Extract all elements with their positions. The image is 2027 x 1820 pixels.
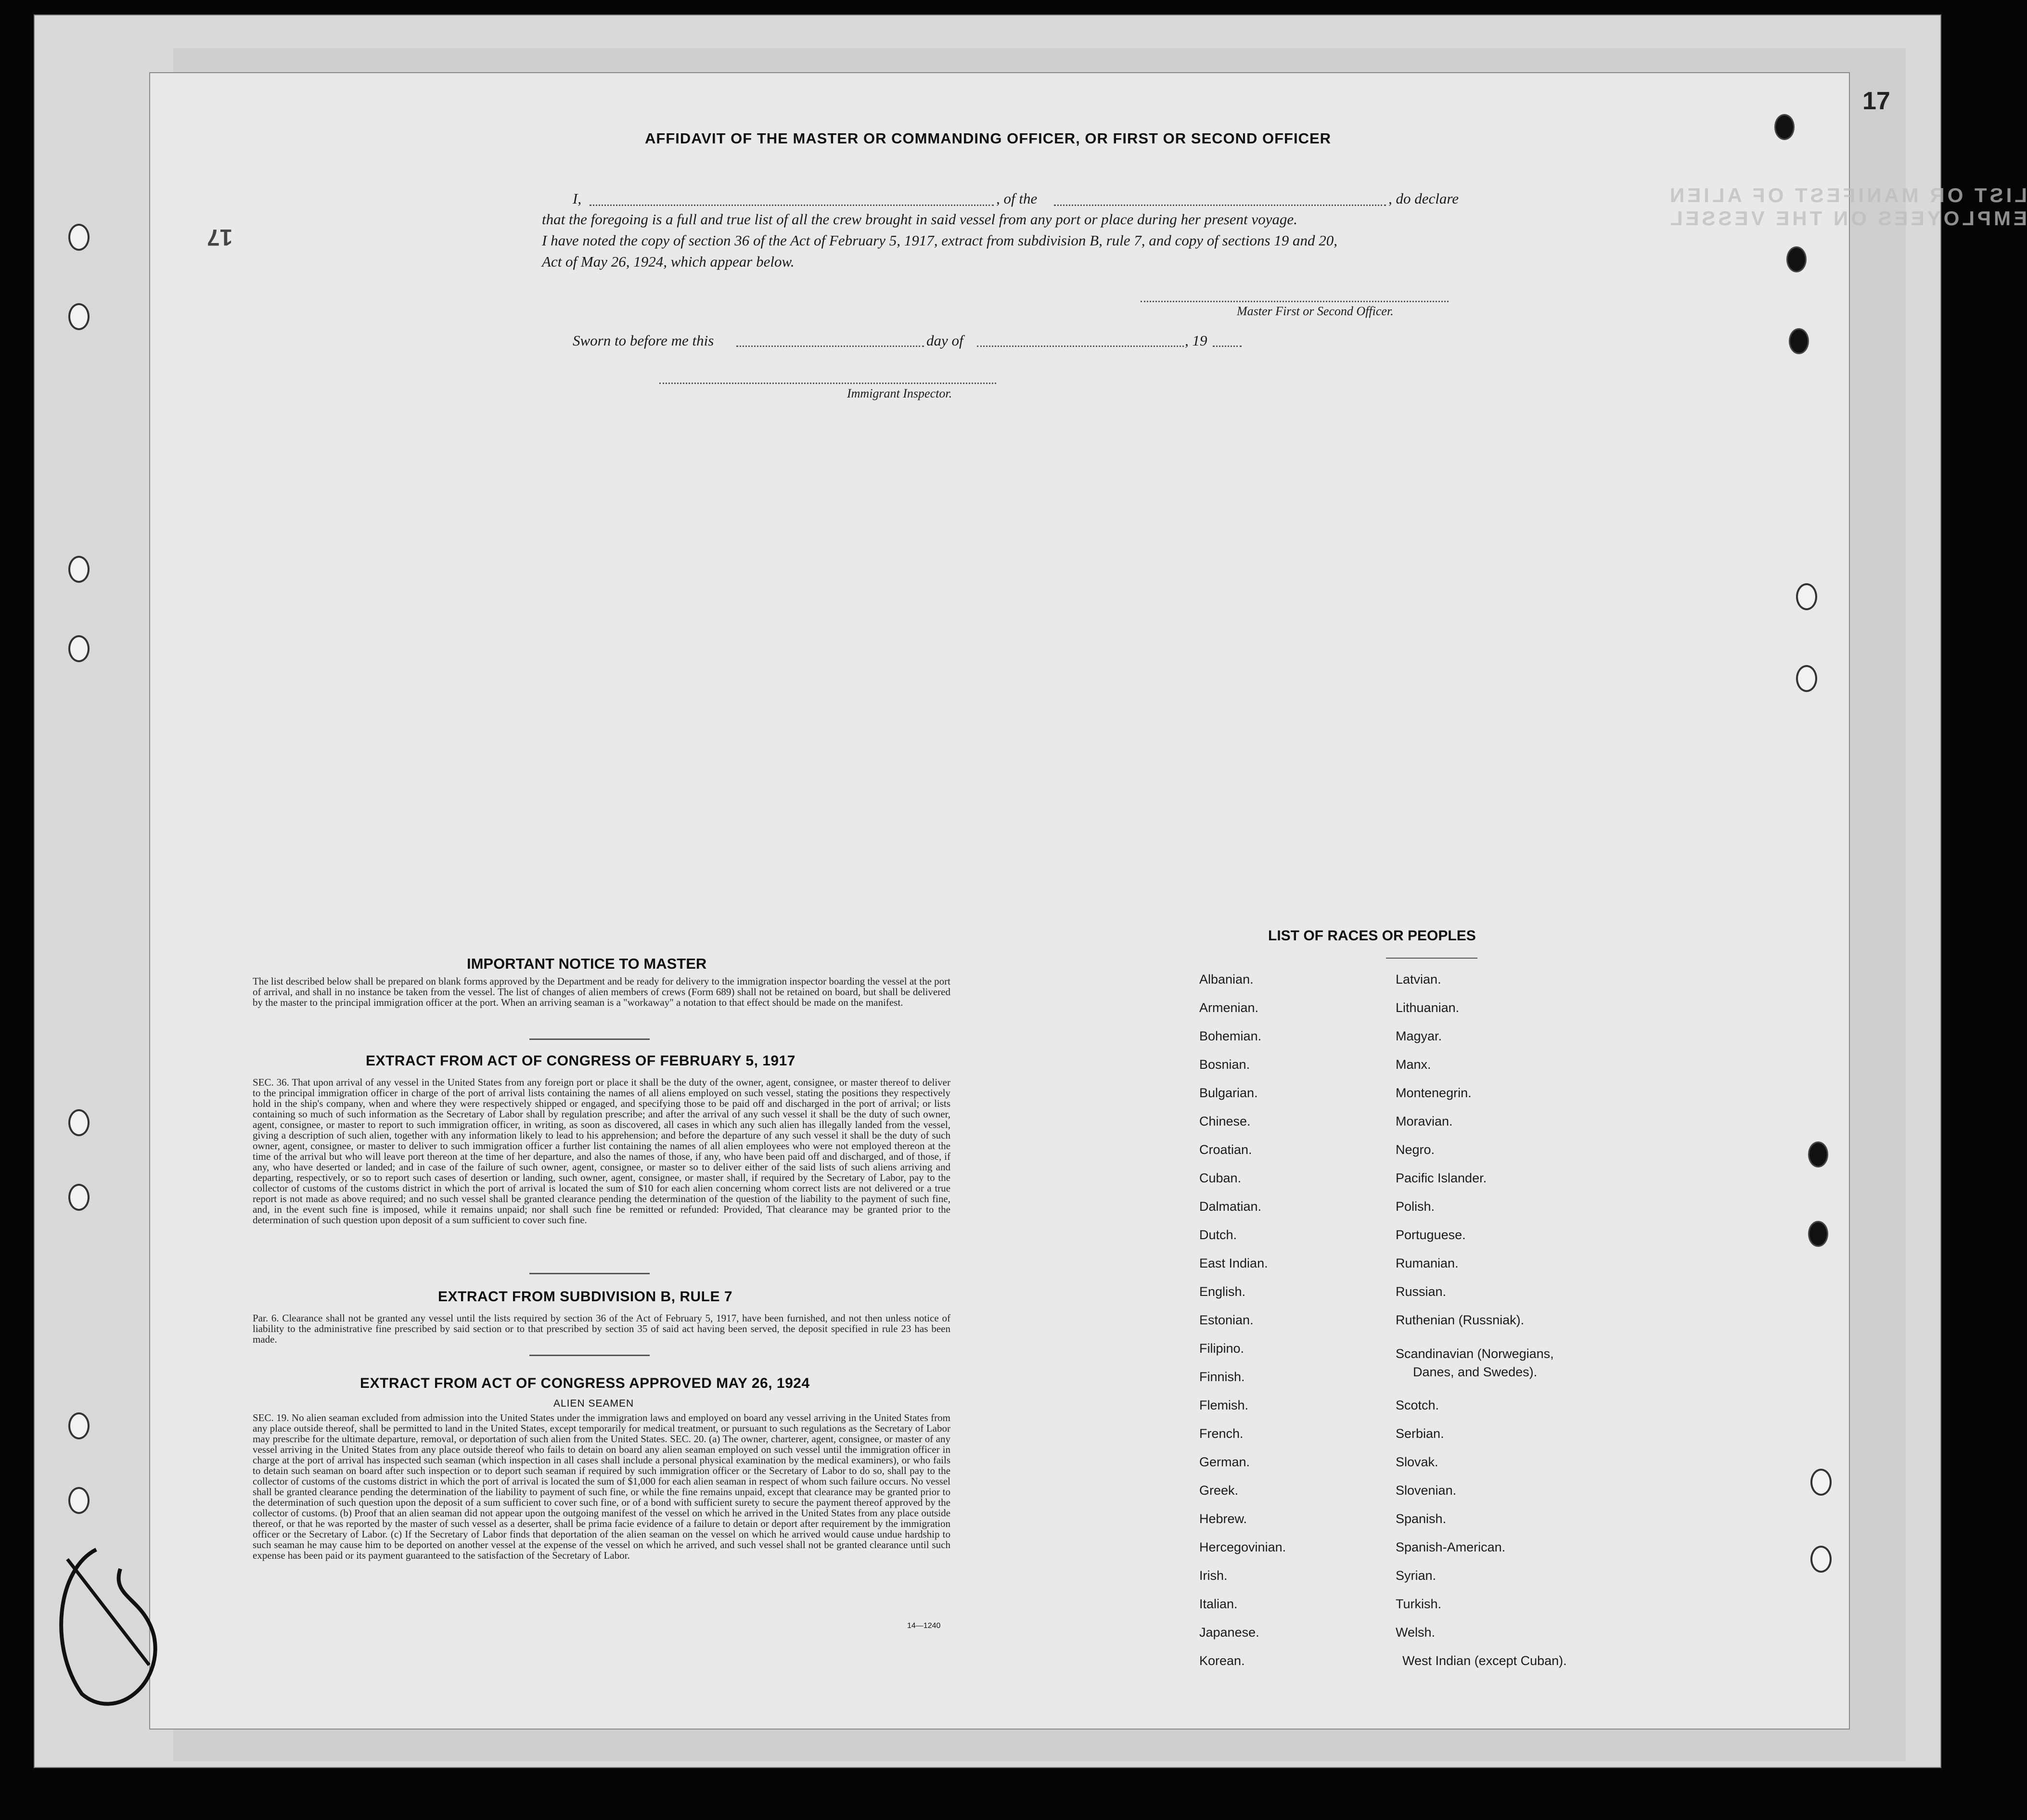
race-item: Ruthenian (Russniak). [1396, 1313, 1525, 1327]
race-item: Negro. [1396, 1142, 1435, 1157]
binder-hole [68, 303, 90, 330]
extract-1917-body: SEC. 36. That upon arrival of any vessel in the United States from any foreign port or place it shall be the duty of the owner, agent, consignee, or master thereof to deliver to the principal immigration officer in charge of the port of arrival lists containing the names of all aliens employed on such vessel, stating the positions they respectively hold in the ship's company, when and where they were respectively shipped or engaged, and specifying those to be paid off and discharged in the port of arrival; or lists containing so much of such information as the Secretary of Labor shall by regulation prescribe; and after the arrival of any such vessel it shall be the duty of such owner, agent, consignee, or master to report to such immigration officer, in writing, as soon as discovered, all cases in which any such alien has illegally landed from the vessel, giving a description of such alien, together with any information likely to lead to his apprehension; and before the departure of any such vessel it shall be the duty of such owner, agent, consignee, or master to deliver to such immigration officer a further list containing the names of all alien employees who were not employed thereon at the time of the arrival but who will leave port thereon at the time of her departure, and also the names of those, if any, who have been paid off and discharged, and of those, if any, who have deserted or landed; and in case of the failure of such owner, agent, consignee, or master so to deliver either of the said lists of such aliens arriving and departing, respectively, or so to report such cases of desertion or landing, such owner, agent, consignee, or master shall, if required by the Secretary of Labor, pay to the collector of customs of the customs district in which the port of arrival is located the sum of $10 for each alien concerning whom correct lists are not delivered or a true report is not made as above required; and no such vessel shall be granted clearance pending the determination of the question of the liability to the payment of such fine, and, in the event such fine is imposed, while it remains unpaid; nor shall such fine be remitted or refunded: Provided, That clearance may be granted prior to the determination of such question upon deposit of a sum sufficient to cover such fine. [253, 1077, 950, 1226]
race-item: Irish. [1199, 1568, 1228, 1583]
race-item: Spanish-American. [1396, 1540, 1506, 1554]
race-item: Hebrew. [1199, 1512, 1247, 1526]
binder-hole [68, 635, 90, 662]
race-item: West Indian (except Cuban). [1402, 1653, 1567, 1668]
race-item: Slovak. [1396, 1455, 1438, 1469]
race-item: Dalmatian. [1199, 1199, 1262, 1214]
notice-title: IMPORTANT NOTICE TO MASTER [467, 955, 707, 972]
binder-hole [1810, 1546, 1832, 1573]
vessel-blank [1054, 205, 1386, 206]
race-item: Manx. [1396, 1057, 1431, 1072]
race-item: Portuguese. [1396, 1228, 1466, 1242]
extract-1924-title: EXTRACT FROM ACT OF CONGRESS APPROVED MAY 26, 1924 [360, 1375, 810, 1391]
extract-rule7-body: Par. 6. Clearance shall not be granted any vessel until the lists required by section 36 of the Act of February 5, 1917, have been furnished, and not then unless notice of liability to the administrative fine prescribed by said section or to that prescribed by section 35 of said act having been served, the deposit specified in rule 23 has been made. [253, 1312, 950, 1345]
sworn-day-blank [736, 346, 924, 347]
race-item: East Indian. [1199, 1256, 1268, 1270]
race-item: German. [1199, 1455, 1250, 1469]
race-item: Korean. [1199, 1653, 1245, 1668]
sworn-year-blank [1213, 346, 1242, 347]
race-item: Estonian. [1199, 1313, 1254, 1327]
race-item: Scotch. [1396, 1398, 1439, 1412]
race-item: Montenegrin. [1396, 1086, 1472, 1100]
race-item: Turkish. [1396, 1597, 1442, 1611]
race-item: Greek. [1199, 1483, 1239, 1498]
binder-hole [68, 1412, 90, 1439]
race-item: Japanese. [1199, 1625, 1259, 1640]
declare-line-end: , do declare [1388, 190, 1459, 207]
race-item: Moravian. [1396, 1114, 1453, 1128]
bleed-through-text: LIST OR MANIFEST OF ALIEN EMPLOYEES ON THE VESSEL [1667, 184, 2027, 230]
alien-seamen-subtitle: ALIEN SEAMEN [553, 1398, 634, 1409]
signature-blank [1141, 301, 1449, 302]
declare-line-start: I, [573, 190, 582, 207]
binder-hole [1808, 1141, 1828, 1167]
race-item: Slovenian. [1396, 1483, 1457, 1498]
extract-1917-title: EXTRACT FROM ACT OF CONGRESS OF FEBRUARY 5, 1917 [366, 1053, 795, 1069]
race-item: Albanian. [1199, 972, 1254, 987]
race-item: Magyar. [1396, 1029, 1442, 1043]
race-item: Scandinavian (Norwegians, [1396, 1346, 1554, 1361]
binder-hole [1810, 1469, 1832, 1496]
race-item: Serbian. [1396, 1426, 1444, 1441]
affidavit-line-4: Act of May 26, 1924, which appear below. [542, 253, 795, 270]
race-item: English. [1199, 1284, 1246, 1299]
binder-hole [68, 1487, 90, 1514]
sworn-day-label: day of [926, 332, 963, 349]
binder-hole [1786, 246, 1807, 272]
binder-hole [1796, 583, 1817, 610]
binder-hole [68, 224, 90, 251]
binder-hole [1789, 328, 1809, 354]
name-blank [590, 205, 994, 206]
inspector-blank [659, 383, 996, 384]
separator [529, 1038, 650, 1040]
separator [529, 1355, 650, 1356]
binder-hole [68, 1184, 90, 1211]
race-item: Armenian. [1199, 1000, 1259, 1015]
form-number: 14—1240 [907, 1622, 941, 1630]
binder-hole [1774, 114, 1795, 140]
race-item: Rumanian. [1396, 1256, 1459, 1270]
binder-hole [1808, 1221, 1828, 1247]
race-item: Dutch. [1199, 1228, 1237, 1242]
race-item: Bosnian. [1199, 1057, 1250, 1072]
race-item: Cuban. [1199, 1171, 1242, 1185]
notice-body: The list described below shall be prepared on blank forms approved by the Department and be ready for delivery to the immigration inspector boarding the vessel at the port of arrival, and shall in no instance be taken from the vessel. The list of changes of alien members of crews (Form 689) shall not be retained on board, but shall be delivered by the master to the principal immigration officer at the port. When an arriving seaman is a "workaway" a notation to that effect should be made on the manifest. [253, 975, 950, 1008]
race-item: Polish. [1396, 1199, 1435, 1214]
extract-1924-body: SEC. 19. No alien seaman excluded from admission into the United States under the immigration laws and employed on board any vessel arriving in the United States from any place outside thereof, shall be permitted to land in the United States, except temporarily for medical treatment, or pursuant to such regulations as the Secretary of Labor may prescribe for the ultimate departure, removal, or deportation of such alien from the United States. SEC. 20. (a) The owner, charterer, agent, consignee, or master of any vessel arriving in the United States from any place outside thereof who fails to detain on board any alien seaman employed on such vessel until the immigration officer in charge at the port of arrival has inspected such seaman (which inspection in all cases shall include a personal physical examination by the medical examiners), or who fails to detain such seaman on board after such inspection or to deport such seaman if required by such immigration officer or the Secretary of Labor to do so, shall pay to the collector of customs of the customs district in which the port of arrival is located the sum of $1,000 for each alien seaman in respect of whom such failure occurs. No vessel shall be granted clearance pending the determination of the liability to payment of such fine, or while the fine remains unpaid, except that clearance may be granted prior to the determination of such question upon the deposit of a sum sufficient to cover such fine, or of a bond with sufficient surety to secure the payment thereof approved by the collector of customs. (b) Proof that an alien seaman did not appear upon the outgoing manifest of the vessel on which he arrived in the United States from any place outside thereof, or that he was reported by the master of such vessel as a deserter, shall be prima facie evidence of a failure to detain or deport after requirement by the immigration officer or the Secretary of Labor. (c) If the Secretary of Labor finds that deportation of the alien seaman on the vessel on which he arrived would cause undue hardship to such seaman he may cause him to be deported on another vessel at the expense of the vessel on which he arrived, and such vessel shall not be granted clearance until such expense has been paid or its payment guaranteed to the satisfaction of the Secretary of Labor. [253, 1412, 950, 1561]
extract-rule7-title: EXTRACT FROM SUBDIVISION B, RULE 7 [438, 1289, 733, 1305]
sworn-month-blank [977, 346, 1184, 347]
affidavit-title: AFFIDAVIT OF THE MASTER OR COMMANDING OFFICER, OR FIRST OR SECOND OFFICER [645, 130, 1332, 147]
affidavit-line-3: I have noted the copy of section 36 of the Act of February 5, 1917, extract from subdivision B, rule 7, and copy of sections 19 and 20, [542, 232, 1338, 249]
race-item: Lithuanian. [1396, 1000, 1460, 1015]
separator [529, 1273, 650, 1274]
race-item: Latvian. [1396, 972, 1441, 987]
signature-label: Master First or Second Officer. [1237, 304, 1394, 318]
binder-hole [68, 1109, 90, 1136]
handwritten-mark [38, 1540, 173, 1723]
race-item: Italian. [1199, 1597, 1238, 1611]
race-item: Hercegovinian. [1199, 1540, 1286, 1554]
race-item: Bohemian. [1199, 1029, 1262, 1043]
declare-line-of: , of the [996, 190, 1038, 207]
rotated-stamp-number: 17 [207, 224, 233, 250]
race-item: Pacific Islander. [1396, 1171, 1487, 1185]
race-item: Spanish. [1396, 1512, 1447, 1526]
page-number: 17 [1862, 87, 1890, 115]
sworn-year-label: , 19 [1185, 332, 1207, 349]
separator [1386, 958, 1477, 959]
binder-hole [1796, 665, 1817, 692]
race-item: Russian. [1396, 1284, 1447, 1299]
sworn-start: Sworn to before me this [573, 332, 714, 349]
race-item: French. [1199, 1426, 1244, 1441]
race-item: Filipino. [1199, 1341, 1244, 1356]
race-item: Finnish. [1199, 1370, 1245, 1384]
inspector-label: Immigrant Inspector. [847, 386, 952, 400]
race-item: Chinese. [1199, 1114, 1251, 1128]
race-item: Syrian. [1396, 1568, 1437, 1583]
race-item: Croatian. [1199, 1142, 1252, 1157]
race-item: Bulgarian. [1199, 1086, 1258, 1100]
race-item-continuation: Danes, and Swedes). [1413, 1365, 1538, 1379]
race-item: Flemish. [1199, 1398, 1249, 1412]
race-item: Welsh. [1396, 1625, 1436, 1640]
binder-hole [68, 556, 90, 583]
races-title: LIST OF RACES OR PEOPLES [1268, 928, 1476, 944]
affidavit-line-2: that the foregoing is a full and true list of all the crew brought in said vessel from any port or place during her present voyage. [542, 211, 1297, 228]
